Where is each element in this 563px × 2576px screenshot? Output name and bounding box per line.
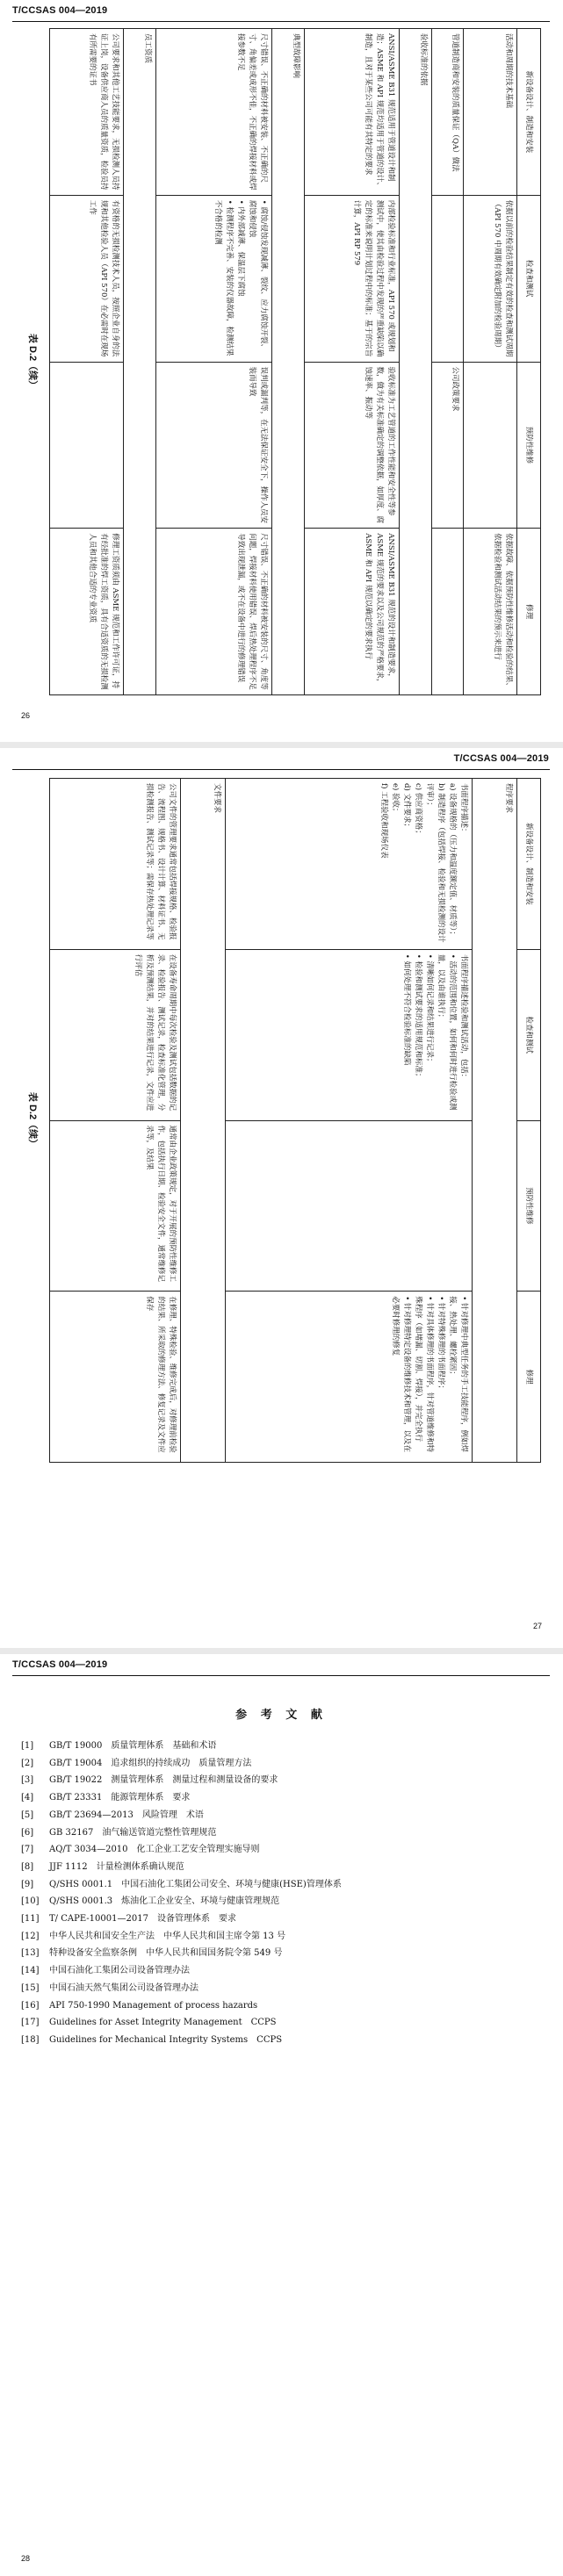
references-title: 参 考 文 献	[235, 1708, 328, 1721]
table-row	[304, 29, 399, 695]
header-rule	[12, 21, 550, 22]
table-cell	[50, 195, 124, 362]
cell-text: 修理工资质须由 ASME 规范和工作许可证，持有经批准的焊工资质，具有合适资质的无损检测人员和其他合适的专业资质	[88, 533, 120, 690]
reference-text: API 750-1990 Management of process hazards	[49, 2000, 258, 2011]
reference-number: [4]	[21, 1793, 34, 1803]
data-table	[49, 28, 541, 695]
table-row	[50, 29, 124, 695]
reference-text: 中国石油天然气集团公司设备管理办法	[49, 1982, 198, 1993]
reference-item	[21, 1789, 342, 1807]
reference-text: 特种设备安全监察条例 中华人民共和国国务院令第 549 号	[49, 1948, 283, 1959]
cell-text: 活动和周期的技术基础	[504, 33, 513, 109]
reference-text: AQ/T 3034—2010 化工企业工艺安全管理实施导则	[49, 1845, 260, 1855]
cell-text: • 针对修理中典型任务的手工技能程序，例如焊接、热处理、螺栓紧固；	[448, 1296, 469, 1452]
cell-text: • 内外部减薄、保温层下腐蚀	[236, 199, 246, 297]
reference-number: [16]	[21, 2000, 40, 2011]
cell-text: 内部检验标准和行业标准，API 570 或规划和测试中，使其由检验过程中发现的严重缺陷以确定的标准来说明计划过程中的标准；基于的宗旨计算，API RP 579	[352, 199, 396, 357]
reference-text: T/ CAPE-10001—2017 设备管理体系 要求	[49, 1914, 236, 1925]
table-cell	[156, 362, 272, 529]
reference-number: [11]	[21, 1914, 40, 1925]
reference-item	[21, 1928, 342, 1946]
reference-text: GB/T 23331 能源管理体系 要求	[49, 1793, 191, 1803]
cell-text: e) 验收；	[391, 783, 401, 816]
table-d2-continued-1	[21, 28, 541, 695]
cell-text: d) 文件要求；	[402, 783, 412, 831]
data-table	[49, 778, 541, 1463]
section-row	[181, 779, 226, 1463]
column-header: 预防性维修	[517, 1120, 541, 1292]
table-cell	[50, 362, 124, 529]
reference-number: [18]	[21, 2034, 40, 2045]
table-cell	[464, 529, 517, 695]
table-cell	[50, 1292, 182, 1463]
section-label: 验收标准的依据	[400, 29, 432, 695]
table-caption: 表 D.2（续）	[27, 1091, 38, 1149]
reference-text: GB/T 19000 质量管理体系 基础和术语	[49, 1741, 217, 1751]
section-label: 员工资质	[124, 29, 156, 695]
table-row	[464, 29, 517, 695]
table-d2-continued-2	[21, 778, 541, 1463]
column-header: 修理	[517, 1292, 541, 1463]
column-header: 新设备设计、制造和安装	[517, 29, 541, 196]
reference-item	[21, 1910, 342, 1928]
cell-text: 在修理、特殊检验、维修完成后，对修理前检验的结果、所采取的修理方法、修复记录及文件应保存	[145, 1296, 177, 1453]
table-cell	[226, 779, 473, 950]
reference-item	[21, 1807, 342, 1824]
header-rule	[12, 1675, 550, 1676]
table-cell	[304, 29, 399, 196]
table-row	[50, 779, 182, 1463]
table-cell	[464, 29, 517, 196]
reference-text: GB 32167 油气输送管道完整性管理规范	[49, 1827, 217, 1838]
table-cell	[431, 362, 464, 529]
reference-number: [12]	[21, 1931, 40, 1941]
table-cell	[304, 195, 399, 362]
reference-item	[21, 1945, 342, 1962]
reference-item	[21, 1772, 342, 1789]
section-label: 程序要求	[473, 779, 517, 1463]
table-cell	[464, 362, 517, 529]
reference-item	[21, 2032, 342, 2049]
cell-text: ANSI/ASME B31 规范的设计和制造要求，ASME 规范的要求以及公司规范的严格要求，ASME 和 API 规范以确定的要求执行	[364, 533, 396, 687]
reference-text: JJF 1112 计量检测体系确认规范	[49, 1861, 184, 1872]
reference-number: [9]	[21, 1879, 34, 1889]
table-cell	[226, 1292, 473, 1463]
cell-text: 误判或漏判等，在无法保证安全下，操作人员安装而导致	[248, 366, 269, 524]
section-label: 典型故障影响	[272, 29, 305, 695]
table-cell	[431, 195, 464, 362]
standard-header: T/CCSAS 004—2019	[12, 5, 108, 16]
cell-text: 通常由企业政策规定，对于开展的预防性维修工作，包括执行日期、检验安全文件，通常维修记录等，及结果	[145, 1125, 177, 1283]
cell-text: f) 工程验收和现场仪表	[379, 783, 389, 859]
reference-number: [5]	[21, 1810, 34, 1820]
section-row	[272, 29, 305, 695]
table-cell	[156, 195, 272, 362]
reference-item	[21, 1893, 342, 1910]
cell-text: 书面程序描述：	[459, 783, 469, 836]
cell-text: • 腐蚀/侵蚀发现减薄、裂纹、应力腐蚀开裂、腐蚀和侵蚀	[248, 199, 269, 351]
column-header: 修理	[517, 529, 541, 695]
page-27	[0, 748, 563, 1648]
cell-text: 尺寸错误、不正确的材料被安装、不正确的尺寸、角偏差或成形不佳，不正确的焊接材料或焊接参数不足	[236, 33, 269, 191]
reference-item	[21, 1841, 342, 1859]
page-26	[0, 0, 563, 742]
page-28	[0, 1654, 563, 2576]
cell-text: 书面程序描述检验和测试活动，包括：	[459, 953, 469, 1082]
reference-number: [17]	[21, 2018, 40, 2028]
cell-text: 验收标准为工艺管道的工作性能和安全性等参数，做为有关标准确定的调整依据，如厚度、腐蚀速率、振动等	[364, 366, 396, 524]
column-header: 新设备设计、制造和安装	[517, 779, 541, 950]
cell-text: a) 设备规格的（压力和温度额定值、材质等）；	[448, 783, 458, 939]
reference-item	[21, 1980, 342, 1997]
section-label: 文件要求	[181, 779, 226, 1463]
cell-text: 有资格的无损检测技术人员，按照企业自身的法规和其他检验人员（API 570）在必需时在现场工作	[88, 199, 120, 357]
reference-text: GB/T 19004 追求组织的持续成功 质量管理方法	[49, 1758, 252, 1768]
cell-text: 公司要求和其他工艺技能要求，无损检测人员持证上岗，设备供应商人员的质量资质，检验员持有所需要的证书	[88, 33, 120, 191]
cell-text: c) 供应商资格；	[414, 783, 423, 838]
cell-text: 依据故障、依据预防性维修活动和检验的结果、依据检验和测试活动结果的预示来进行	[493, 533, 513, 690]
reference-number: [1]	[21, 1741, 34, 1751]
reference-number: [2]	[21, 1758, 34, 1768]
reference-number: [15]	[21, 1982, 40, 1993]
reference-item	[21, 1738, 342, 1755]
reference-number: [8]	[21, 1861, 34, 1872]
cell-text: • 活动的范围和位置，如何和何时进行检验或测量，以及由谁执行；	[437, 953, 458, 1111]
cell-text: 依据以前的检验结果制定有效的检查和测试周期（API 570 中周期有效确定附加的检验周期）	[493, 199, 513, 357]
column-header: 检查和测试	[517, 195, 541, 362]
table-cell	[226, 949, 473, 1120]
table-cell	[464, 195, 517, 362]
reference-item	[21, 1997, 342, 2015]
table-cell	[304, 529, 399, 695]
cell-text: b) 制造程序（包括焊接、检验和无损检测的设计评审）；	[425, 783, 446, 943]
reference-number: [14]	[21, 1966, 40, 1976]
cell-text: • 清晰如何记录和结果进行记录；	[425, 953, 435, 1066]
reference-number: [6]	[21, 1827, 34, 1838]
cell-text: 管道制造商和安装的质量保证（QA）做法	[451, 33, 460, 172]
section-row	[124, 29, 156, 695]
reference-list	[21, 1738, 342, 2049]
table-cell	[226, 1120, 473, 1292]
table-cell	[156, 529, 272, 695]
reference-number: [3]	[21, 1775, 34, 1786]
cell-text: • 如何处理不符合检验标准的缺陷	[402, 953, 412, 1066]
table-row	[156, 29, 272, 695]
cell-text: 公司文件的管理要求通常包括焊接规格、检验报告、流程图、规格书、设计计算、材料证书、无损检测报告、测试记录等；需保存热处理记录等	[145, 783, 177, 940]
reference-text: Guidelines for Asset Integrity Management CCPS	[49, 2018, 277, 2028]
page-number: 26	[21, 711, 31, 720]
table-row	[226, 779, 473, 1463]
cell-text: 公司政策要求	[451, 366, 460, 412]
cell-text: ANSI/ASME B31 规范适用于管道设计和制造；ASME 和 API 规范均适用于管道的设计、制造，且对于某些公司可能有其特定的要求	[364, 33, 396, 190]
table-cell	[50, 529, 124, 695]
reference-item	[21, 1824, 342, 1842]
reference-number: [7]	[21, 1845, 34, 1855]
reference-number: [13]	[21, 1948, 40, 1959]
reference-item	[21, 1876, 342, 1894]
header-rule	[12, 769, 550, 770]
reference-text: GB/T 23694—2013 风险管理 术语	[49, 1810, 204, 1820]
table-cell	[304, 362, 399, 529]
page-number: 27	[532, 1622, 542, 1630]
page-number: 28	[21, 2554, 31, 2563]
cell-text: • 检验和测试要求的适用规范和标准；	[414, 953, 423, 1081]
cell-text: • 针对修理特定设备的维修技术和管理，以及在必要时修理的修复	[391, 1296, 412, 1452]
section-row	[473, 779, 517, 1463]
reference-text: GB/T 19022 测量管理体系 测量过程和测量设备的要求	[49, 1775, 278, 1786]
reference-item	[21, 1755, 342, 1773]
standard-header: T/CCSAS 004—2019	[12, 1659, 108, 1670]
table-cell	[50, 1120, 182, 1292]
standard-header: T/CCSAS 004—2019	[453, 753, 549, 764]
reference-item	[21, 1859, 342, 1876]
cell-text: 在设备寿命周期中每次检验及测试包括数据的记录、检验报告、测试记录，检查标准化管理，分析及预测结果，并对的结果进行记录，文件应进行评估	[134, 953, 177, 1112]
table-cell	[431, 29, 464, 196]
reference-text: Q/SHS 0001.1 中国石油化工集团公司安全、环境与健康(HSE)管理体系	[49, 1879, 342, 1889]
table-caption: 表 D.2（续）	[27, 333, 38, 391]
reference-number: [10]	[21, 1896, 40, 1907]
reference-text: 中国石油化工集团公司设备管理办法	[49, 1966, 190, 1976]
section-row	[400, 29, 432, 695]
reference-item	[21, 1962, 342, 1980]
reference-text: 中华人民共和国安全生产法 中华人民共和国主席令第 13 号	[49, 1931, 286, 1941]
table-cell	[50, 779, 182, 950]
table-cell	[431, 529, 464, 695]
cell-text: 尺寸错误、不正确的材料被安装的尺寸、角度等问题，焊接材料使用错误、焊后热处理程序不足导致出现泄漏，或不在设备中进行的修理错误	[236, 533, 269, 690]
table-cell	[50, 29, 124, 196]
table-cell	[50, 949, 182, 1120]
column-header: 预防性维修	[517, 362, 541, 529]
table-cell	[156, 29, 272, 196]
cell-text: • 检测程序不完善、安装的仪器故障，检测结果不合格的检测	[213, 199, 235, 356]
reference-text: Q/SHS 0001.3 炼油化工企业安全、环境与健康管理规范	[49, 1896, 280, 1907]
reference-text: Guidelines for Mechanical Integrity Systems CCPS	[49, 2034, 283, 2045]
column-header: 检查和测试	[517, 949, 541, 1120]
cell-text: • 针对具体修理的书面程序，针对管道维修和特殊程序（如堵漏、切割、焊接），并完全执行	[414, 1296, 435, 1452]
table-row	[431, 29, 464, 695]
reference-item	[21, 2014, 342, 2032]
cell-text: • 针对特殊修理的书面程序；	[437, 1296, 446, 1392]
